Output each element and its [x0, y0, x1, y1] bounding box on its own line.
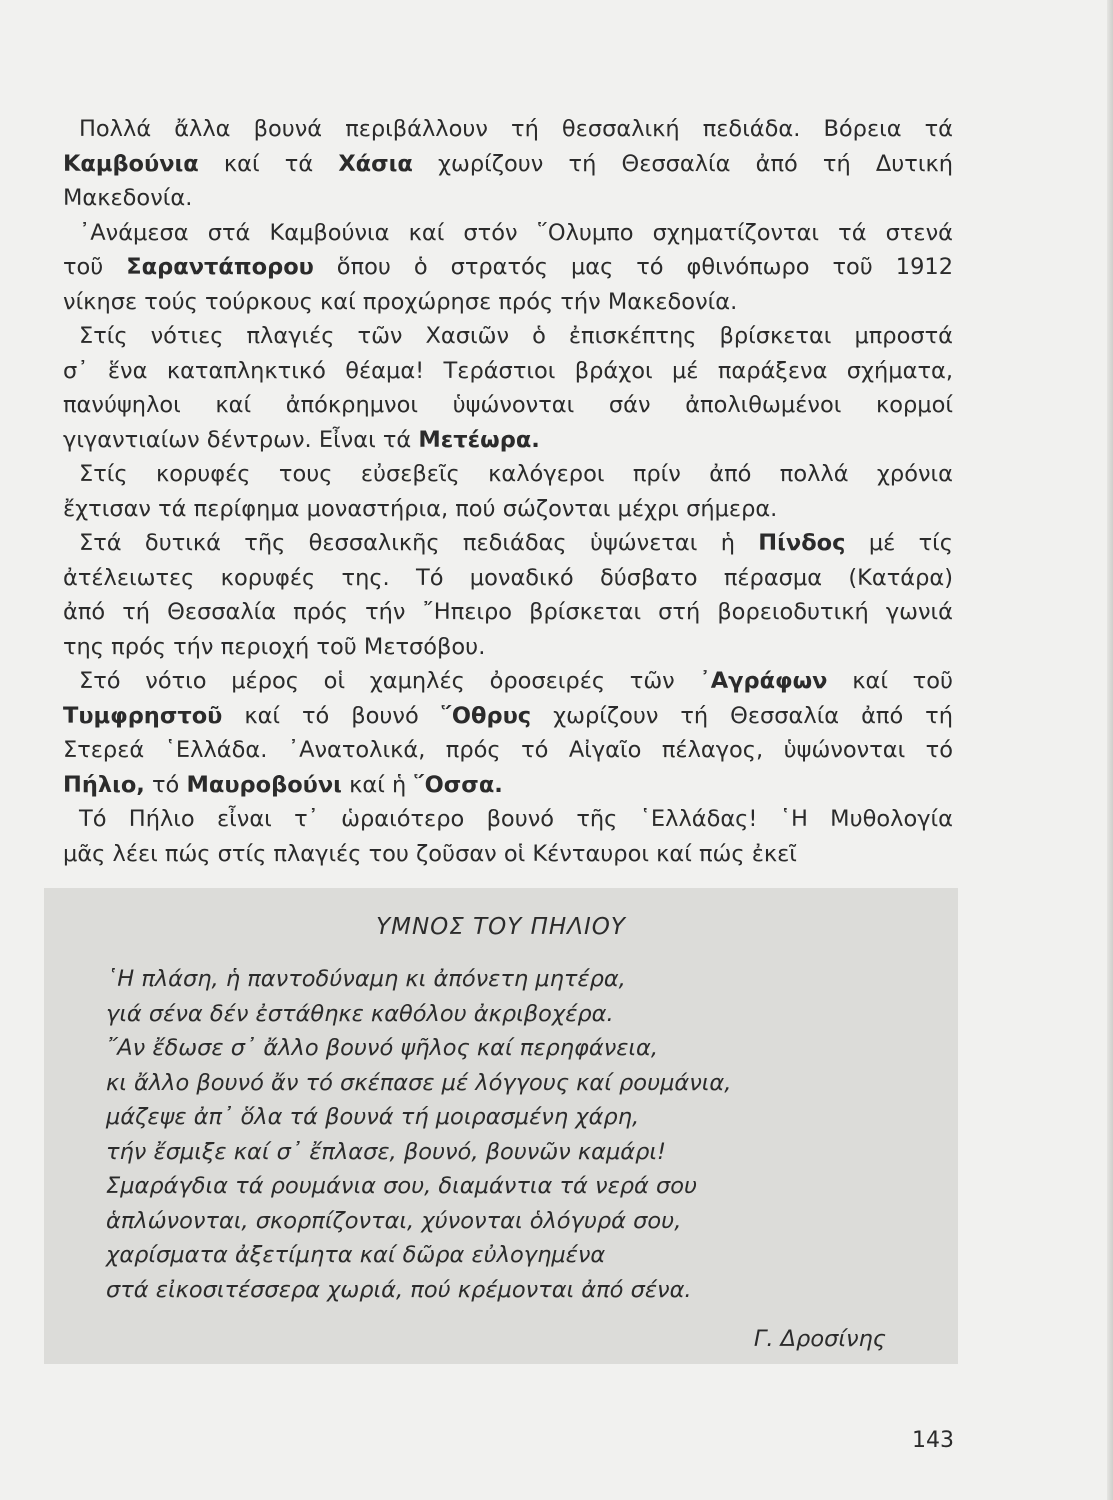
- poem-line: χαρίσματα ἀξετίμητα καί δῶρα εὐλογημένα: [106, 1242, 606, 1268]
- poem-line: ῎Αν ἔδωσε σ᾿ ἄλλο βουνό ψῆλος καί περηφάνεια,: [106, 1035, 659, 1061]
- text-segment: της πρός τήν περιοχή τοῦ Μετσόβου.: [63, 633, 486, 660]
- text-segment: ἀπό τή Θεσσαλία πρός τήν ῎Ηπειρο βρίσκεται στή βορειοδυτική γωνιά: [63, 599, 953, 625]
- text-segment: Στίς νότιες πλαγιές τῶν Χασιῶν ὁ ἐπισκέπτης βρίσκεται μπροστά: [79, 323, 953, 349]
- text-segment: Στά δυτικά τῆς θεσσαλικῆς πεδιάδας ὑψώνεται ἡ: [79, 530, 759, 556]
- text-segment: ἔχτισαν τά περίφημα μοναστήρια, πού σώζονται μέχρι σήμερα.: [63, 495, 778, 522]
- text-line: [63, 388, 953, 423]
- text-segment: νίκησε τούς τούρκους καί προχώρησε πρός τήν Μακεδονία.: [63, 288, 738, 315]
- text-line: [63, 664, 953, 699]
- text-segment: καί τό βουνό: [222, 702, 441, 729]
- text-segment: Στερεά ῾Ελλάδα. ᾿Ανατολικά, πρός τό Αἰγαῖο πέλαγος, ὑψώνονται τό: [63, 737, 953, 763]
- text-segment: τό: [144, 771, 187, 798]
- text-line: [63, 319, 953, 354]
- text-segment: μᾶς λέει πώς στίς πλαγιές του ζοῦσαν οἱ Κένταυροι καί πώς ἐκεῖ: [63, 840, 797, 867]
- poem-line: μάζεψε ἀπ᾿ ὅλα τά βουνά τή μοιρασμένη χάρη,: [106, 1104, 640, 1130]
- bold-term: ᾿Αγράφων: [699, 668, 828, 694]
- text-segment: καί τά: [198, 150, 339, 177]
- text-line: [63, 492, 953, 527]
- text-line: [63, 595, 953, 630]
- text-segment: σ᾿ ἕνα καταπληκτικό θέαμα! Τεράστιοι βράχοι μέ παράξενα σχήματα,: [63, 357, 953, 384]
- text-line: [63, 285, 953, 320]
- text-segment: χωρίζουν τή Θεσσαλία ἀπό τή: [531, 702, 953, 729]
- text-line: [63, 802, 953, 837]
- text-line: [63, 250, 953, 285]
- bold-term: ῞Οσσα.: [413, 771, 503, 798]
- text-segment: Στίς κορυφές τους εὐσεβεῖς καλόγεροι πρίν ἀπό πολλά χρόνια: [79, 461, 953, 487]
- poem-title: ΥΜΝΟΣ ΤΟΥ ΠΗΛΙΟΥ: [376, 914, 626, 940]
- text-line: [63, 112, 953, 147]
- text-line: [63, 457, 953, 492]
- text-line: [63, 699, 953, 734]
- bold-term: Πίνδος: [758, 530, 846, 556]
- bold-term: Τυμφρηστοῦ: [63, 702, 223, 729]
- poem-line: ῾Η πλάση, ἡ παντοδύναμη κι ἀπόνετη μητέρα,: [106, 966, 626, 992]
- text-segment: ὅπου ὁ στρατός μας τό φθινόπωρο τοῦ 1912: [313, 254, 954, 280]
- text-line: [63, 630, 953, 665]
- text-line: [63, 526, 953, 561]
- poem-line: στά εἰκοσιτέσσερα χωριά, πού κρέμονται ἀπό σένα.: [106, 1276, 692, 1303]
- text-segment: μέ τίς: [845, 530, 953, 556]
- text-line: [63, 837, 953, 872]
- bold-term: Σαραντάπορου: [126, 254, 314, 280]
- text-segment: ᾿Ανάμεσα στά Καμβούνια καί στόν ῞Ολυμπο σχηματίζονται τά στενά: [79, 219, 953, 246]
- bold-term: Μετέωρα.: [418, 426, 540, 453]
- bold-term: ῞Οθρυς: [440, 702, 532, 729]
- text-segment: Πολλά ἄλλα βουνά περιβάλλουν τή θεσσαλική πεδιάδα. Βόρεια τά: [79, 116, 953, 142]
- bold-term: Πήλιο,: [63, 771, 145, 798]
- text-segment: γιγαντιαίων δέντρων. Εἶναι τά: [63, 426, 419, 453]
- poem-line: ἁπλώνονται, σκορπίζονται, χύνονται ὁλόγυρά σου,: [106, 1207, 682, 1234]
- page-number: 143: [912, 1428, 954, 1453]
- text-line: [63, 423, 953, 458]
- text-segment: χωρίζουν τή Θεσσαλία ἀπό τή Δυτική: [412, 150, 953, 177]
- bold-term: Χάσια: [338, 150, 413, 177]
- text-line: [63, 354, 953, 389]
- text-segment: τοῦ: [63, 254, 127, 280]
- text-line: [63, 181, 953, 216]
- text-segment: Μακεδονία.: [63, 185, 193, 211]
- bold-term: Μαυροβούνι: [186, 771, 342, 798]
- text-line: [63, 768, 953, 803]
- poem-line: τήν ἔσμιξε καί σ᾿ ἔπλασε, βουνό, βουνῶν καμάρι!: [106, 1138, 667, 1165]
- poem-line: γιά σένα δέν ἐστάθηκε καθόλου ἀκριβοχέρα.: [106, 1000, 614, 1027]
- text-segment: καί ἡ: [341, 771, 414, 798]
- page-edge-shadow: [1107, 0, 1113, 1500]
- bold-term: Καμβούνια: [63, 150, 199, 177]
- poem-box: [44, 888, 958, 1364]
- poem-lines: [106, 962, 936, 1307]
- body-text: [63, 112, 953, 871]
- poem-line: κι ἄλλο βουνό ἄν τό σκέπασε μέ λόγγους καί ρουμάνια,: [106, 1069, 732, 1096]
- poem-author: Γ. Δροσίνης: [753, 1326, 886, 1352]
- text-segment: Στό νότιο μέρος οἱ χαμηλές ὀροσειρές τῶν: [79, 668, 700, 694]
- text-line: [63, 733, 953, 768]
- text-segment: πανύψηλοι καί ἀπόκρημνοι ὑψώνονται σάν ἀπολιθωμένοι κορμοί: [63, 392, 953, 418]
- text-segment: ἀτέλειωτες κορυφές της. Τό μοναδικό δύσβατο πέρασμα (Κατάρα): [63, 564, 953, 591]
- text-line: [63, 147, 953, 182]
- text-segment: Τό Πήλιο εἶναι τ᾿ ὡραιότερο βουνό τῆς ῾Ελλάδας! ῾Η Μυθολογία: [79, 806, 953, 832]
- text-segment: καί τοῦ: [827, 668, 953, 694]
- text-line: [63, 561, 953, 596]
- text-line: [63, 216, 953, 251]
- poem-line: Σμαράγδια τά ρουμάνια σου, διαμάντια τά νερά σου: [106, 1173, 698, 1199]
